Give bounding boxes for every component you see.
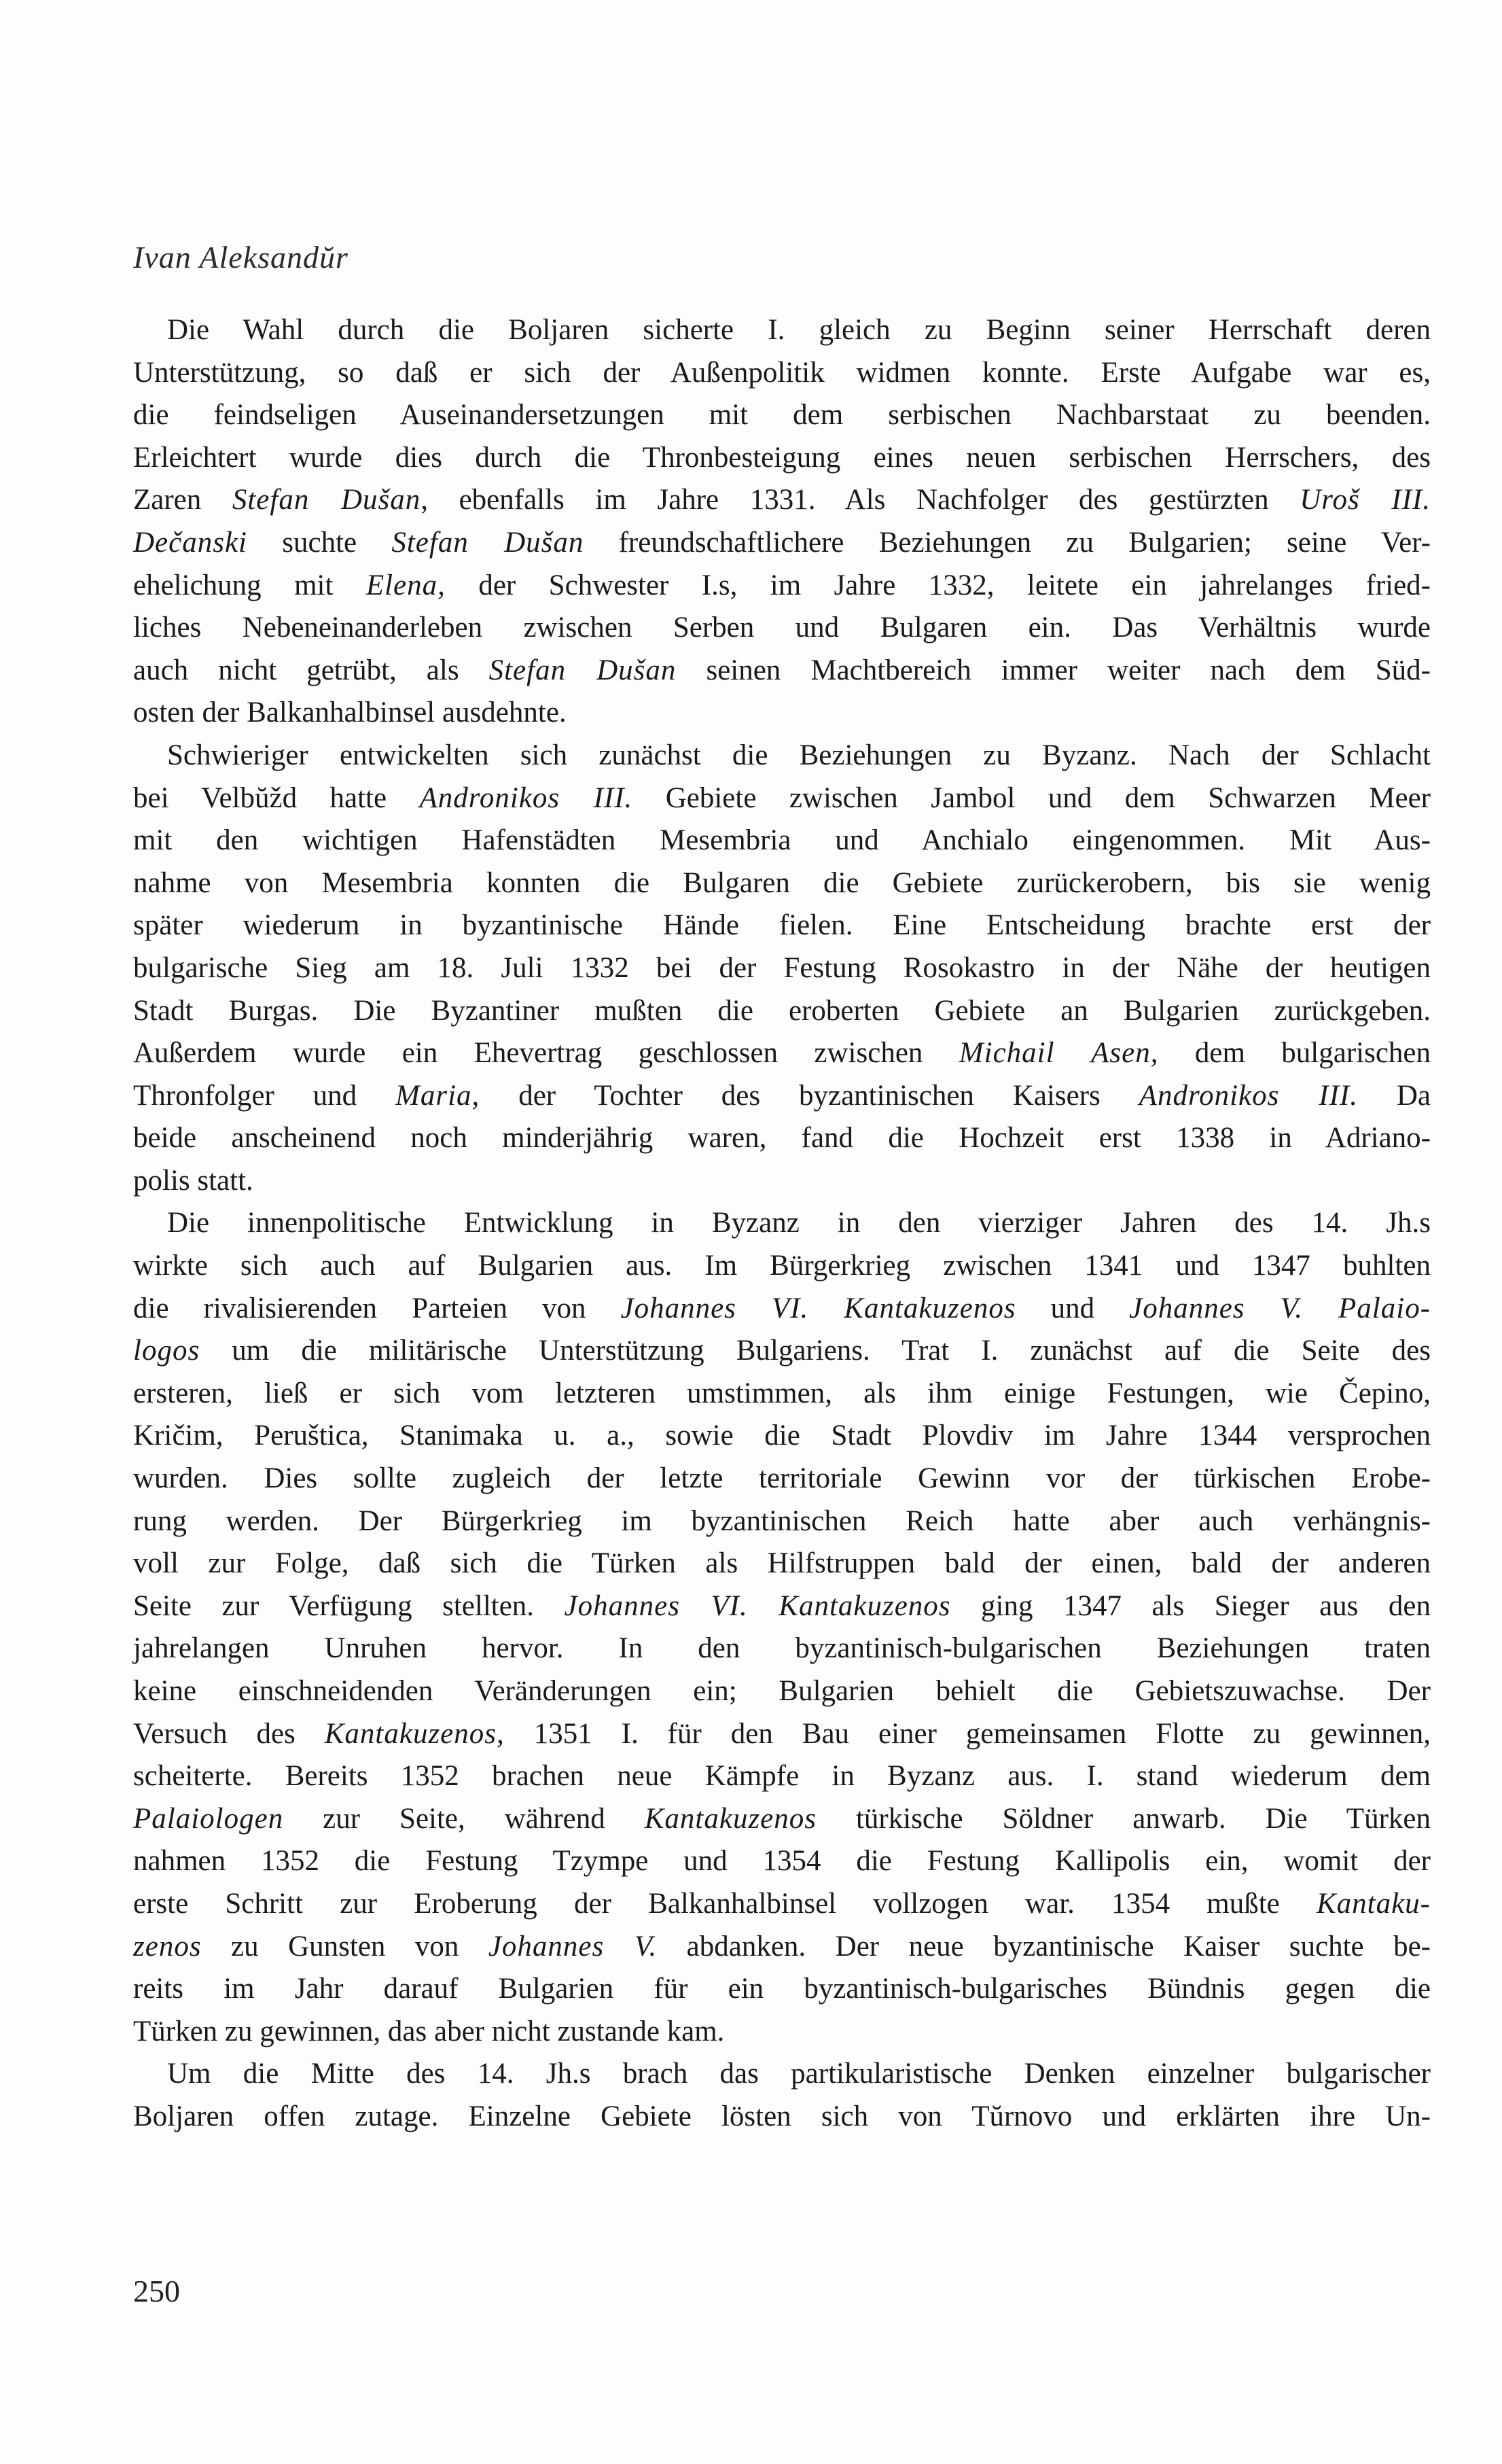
text-line [133, 309, 1431, 352]
text-line [133, 1075, 1431, 1118]
text-run: bulgarische Sieg am 18. Juli 1332 bei der Festung Rosokastro in der Nähe der heutigen [133, 951, 1431, 984]
text-run: Türken zu gewinnen, das aber nicht zustande kam. [133, 2015, 725, 2047]
text-run: nahme von Mesembria konnten die Bulgaren die Gebiete zurückerobern, bis sie wenig [133, 866, 1431, 899]
text-run: suchte [247, 526, 392, 559]
text-run: Kričim, Peruštica, Stanimaka u. a., sowie die Stadt Plovdiv im Jahre 1344 versprochen [133, 1420, 1431, 1452]
text-line [133, 1160, 1431, 1203]
text-line [133, 352, 1431, 395]
text-line [133, 1458, 1431, 1500]
italic-name: Kantaku- [1316, 1887, 1431, 1920]
text-run: scheiterte. Bereits 1352 brachen neue Kämpfe in Byzanz aus. I. stand wiederum dem [133, 1760, 1431, 1793]
text-line [133, 1032, 1431, 1075]
text-run: Zaren [133, 484, 232, 516]
text-run: erste Schritt zur Eroberung der Balkanhalbinsel vollzogen war. 1354 mußte [133, 1887, 1317, 1920]
text-line [133, 1288, 1431, 1331]
italic-name: Michail Asen, [959, 1037, 1159, 1070]
text-line [133, 650, 1431, 692]
text-line [133, 1798, 1431, 1841]
text-run: dem bulgarischen [1158, 1037, 1431, 1070]
italic-name: Stefan Dušan [232, 484, 421, 516]
text-run: liches Nebeneinanderleben zwischen Serben und Bulgaren ein. Das Verhältnis wurde [133, 612, 1431, 644]
text-run: Thronfolger und [133, 1079, 396, 1112]
text-line [133, 479, 1431, 522]
text-line [133, 735, 1431, 777]
text-line [133, 565, 1431, 608]
text-run: wurden. Dies sollte zugleich der letzte territoriale Gewinn vor der türkischen Erobe- [133, 1462, 1431, 1495]
text-line [133, 1373, 1431, 1415]
text-run: ging 1347 als Sieger aus den [950, 1589, 1431, 1622]
text-line [133, 1245, 1431, 1288]
italic-name: Elena, [365, 569, 446, 601]
text-line [133, 1926, 1431, 1969]
text-run: der Schwester I.s, im Jahre 1332, leitete ein jahrelanges fried- [445, 569, 1431, 601]
text-run: Boljaren offen zutage. Einzelne Gebiete lösten sich von Tŭrnovo und erklärten ihre Un- [133, 2100, 1431, 2132]
text-run: Um die Mitte des 14. Jh.s brach das partikularistische Denken einzelner bulgarischer [167, 2058, 1431, 2090]
text-run: Seite zur Verfügung stellten. [133, 1589, 565, 1622]
text-line [133, 1968, 1431, 2011]
italic-name: Kantakuzenos, [324, 1717, 505, 1750]
text-run: Die innenpolitische Entwicklung in Byzanz in den vierziger Jahren des 14. Jh.s [167, 1207, 1431, 1239]
text-run: und [1016, 1292, 1130, 1324]
text-run: Versuch des [133, 1717, 325, 1750]
text-run: , ebenfalls im Jahre 1331. Als Nachfolger des gestürzten [421, 484, 1300, 516]
italic-name: Maria, [395, 1079, 480, 1112]
text-line [133, 2096, 1431, 2139]
text-run: 1351 I. für den Bau einer gemeinsamen Flotte zu gewinnen, [504, 1717, 1431, 1750]
text-run: ehelichung mit [133, 569, 366, 601]
italic-name: Andronikos III. [419, 781, 633, 814]
italic-name: Johannes V. [488, 1930, 658, 1963]
text-run: wirkte sich auch auf Bulgarien aus. Im Bürgerkrieg zwischen 1341 und 1347 buhlten [133, 1250, 1431, 1282]
text-run: Schwieriger entwickelten sich zunächst die Beziehungen zu Byzanz. Nach der Schlacht [167, 739, 1431, 771]
text-line [133, 692, 1431, 735]
text-run: abdanken. Der neue byzantinische Kaiser suchte be- [657, 1930, 1431, 1963]
text-run: rung werden. Der Bürgerkrieg im byzantinischen Reich hatte aber auch verhängnis- [133, 1504, 1431, 1537]
text-run: der Tochter des byzantinischen Kaisers [480, 1079, 1139, 1112]
text-line [133, 2053, 1431, 2096]
text-run: Stadt Burgas. Die Byzantiner mußten die eroberten Gebiete an Bulgarien zurückgeben. [133, 994, 1431, 1027]
text-line [133, 1840, 1431, 1883]
italic-name: Palaiologen [133, 1802, 284, 1835]
text-run: mit den wichtigen Hafenstädten Mesembria und Anchialo eingenommen. Mit Aus- [133, 824, 1431, 857]
text-run: Erleichtert wurde dies durch die Thronbesteigung eines neuen serbischen Herrschers, des [133, 441, 1431, 474]
text-run: später wiederum in byzantinische Hände fielen. Eine Entscheidung brachte erst der [133, 909, 1431, 942]
text-line [133, 990, 1431, 1033]
text-run: voll zur Folge, daß sich die Türken als Hilfstruppen bald der einen, bald der anderen [133, 1547, 1431, 1580]
text-line [133, 947, 1431, 990]
text-line [133, 777, 1431, 820]
italic-name: Kantakuzenos [644, 1802, 817, 1835]
text-run: zu Gunsten von [201, 1930, 488, 1963]
text-run: beide anscheinend noch minderjährig waren, fand die Hochzeit erst 1338 in Adriano- [133, 1122, 1431, 1155]
text-line [133, 904, 1431, 947]
italic-name: zenos [133, 1930, 202, 1963]
running-head: Ivan Aleksandŭr [133, 240, 348, 275]
italic-name: Stefan Dušan [488, 654, 677, 686]
page-number: 250 [133, 2274, 180, 2308]
text-run: keine einschneidenden Veränderungen ein; Bulgarien behielt die Gebietszuwachse. Der [133, 1675, 1431, 1707]
text-run: ersteren, ließ er sich vom letzteren umstimmen, als ihm einige Festungen, wie Čepino, [133, 1377, 1431, 1409]
text-run: polis statt. [133, 1164, 253, 1197]
text-run: jahrelangen Unruhen hervor. In den byzantinisch-bulgarischen Beziehungen traten [133, 1632, 1431, 1665]
text-run: auch nicht getrübt, als [133, 654, 489, 686]
text-line [133, 1543, 1431, 1585]
text-line [133, 1627, 1431, 1670]
text-line [133, 1585, 1431, 1628]
body-text [133, 309, 1431, 2139]
text-line [133, 1713, 1431, 1756]
text-line [133, 437, 1431, 480]
text-line [133, 1670, 1431, 1713]
text-line [133, 607, 1431, 650]
text-run: türkische Söldner anwarb. Die Türken [817, 1802, 1431, 1835]
text-line [133, 1415, 1431, 1458]
text-run: bei Velbŭžd hatte [133, 781, 420, 814]
text-run: Gebiete zwischen Jambol und dem Schwarzen Meer [632, 781, 1431, 814]
italic-name: Johannes VI. Kantakuzenos [620, 1292, 1016, 1324]
text-line [133, 862, 1431, 905]
text-run: Die Wahl durch die Boljaren sicherte I. gleich zu Beginn seiner Herrschaft deren [167, 314, 1431, 346]
text-line [133, 394, 1431, 437]
italic-name: Johannes VI. Kantakuzenos [564, 1589, 951, 1622]
italic-name: Stefan Dušan [391, 526, 584, 559]
italic-name: Johannes V. Palaio- [1129, 1292, 1431, 1324]
text-line [133, 1883, 1431, 1926]
italic-name: Uroš III. [1300, 484, 1431, 516]
text-line [133, 820, 1431, 862]
text-run: zur Seite, während [283, 1802, 645, 1835]
text-line [133, 1117, 1431, 1160]
text-line [133, 2011, 1431, 2054]
text-run: seinen Machtbereich immer weiter nach dem Süd- [676, 654, 1431, 686]
text-run: Außerdem wurde ein Ehevertrag geschlossen zwischen [133, 1037, 959, 1070]
text-line [133, 1202, 1431, 1245]
text-line [133, 522, 1431, 565]
text-run: reits im Jahr darauf Bulgarien für ein byzantinisch-bulgarisches Bündnis gegen die [133, 1973, 1431, 2005]
italic-name: Dečanski [133, 526, 247, 559]
italic-name: Andronikos III. [1139, 1079, 1358, 1112]
italic-name: logos [133, 1335, 200, 1367]
text-run: um die militärische Unterstützung Bulgariens. Trat I. zunächst auf die Seite des [200, 1335, 1431, 1367]
text-run: Da [1357, 1079, 1431, 1112]
text-run: osten der Balkanhalbinsel ausdehnte. [133, 697, 567, 729]
text-line [133, 1330, 1431, 1373]
text-line [133, 1755, 1431, 1798]
text-run: nahmen 1352 die Festung Tzympe und 1354 die Festung Kallipolis ein, womit der [133, 1845, 1431, 1878]
text-line [133, 1500, 1431, 1543]
text-run: Unterstützung, so daß er sich der Außenpolitik widmen konnte. Erste Aufgabe war es, [133, 356, 1431, 389]
text-run: freundschaftlichere Beziehungen zu Bulgarien; seine Ver- [584, 526, 1431, 559]
text-run: die feindseligen Auseinandersetzungen mit dem serbischen Nachbarstaat zu beenden. [133, 399, 1431, 432]
text-run: die rivalisierenden Parteien von [133, 1292, 621, 1324]
